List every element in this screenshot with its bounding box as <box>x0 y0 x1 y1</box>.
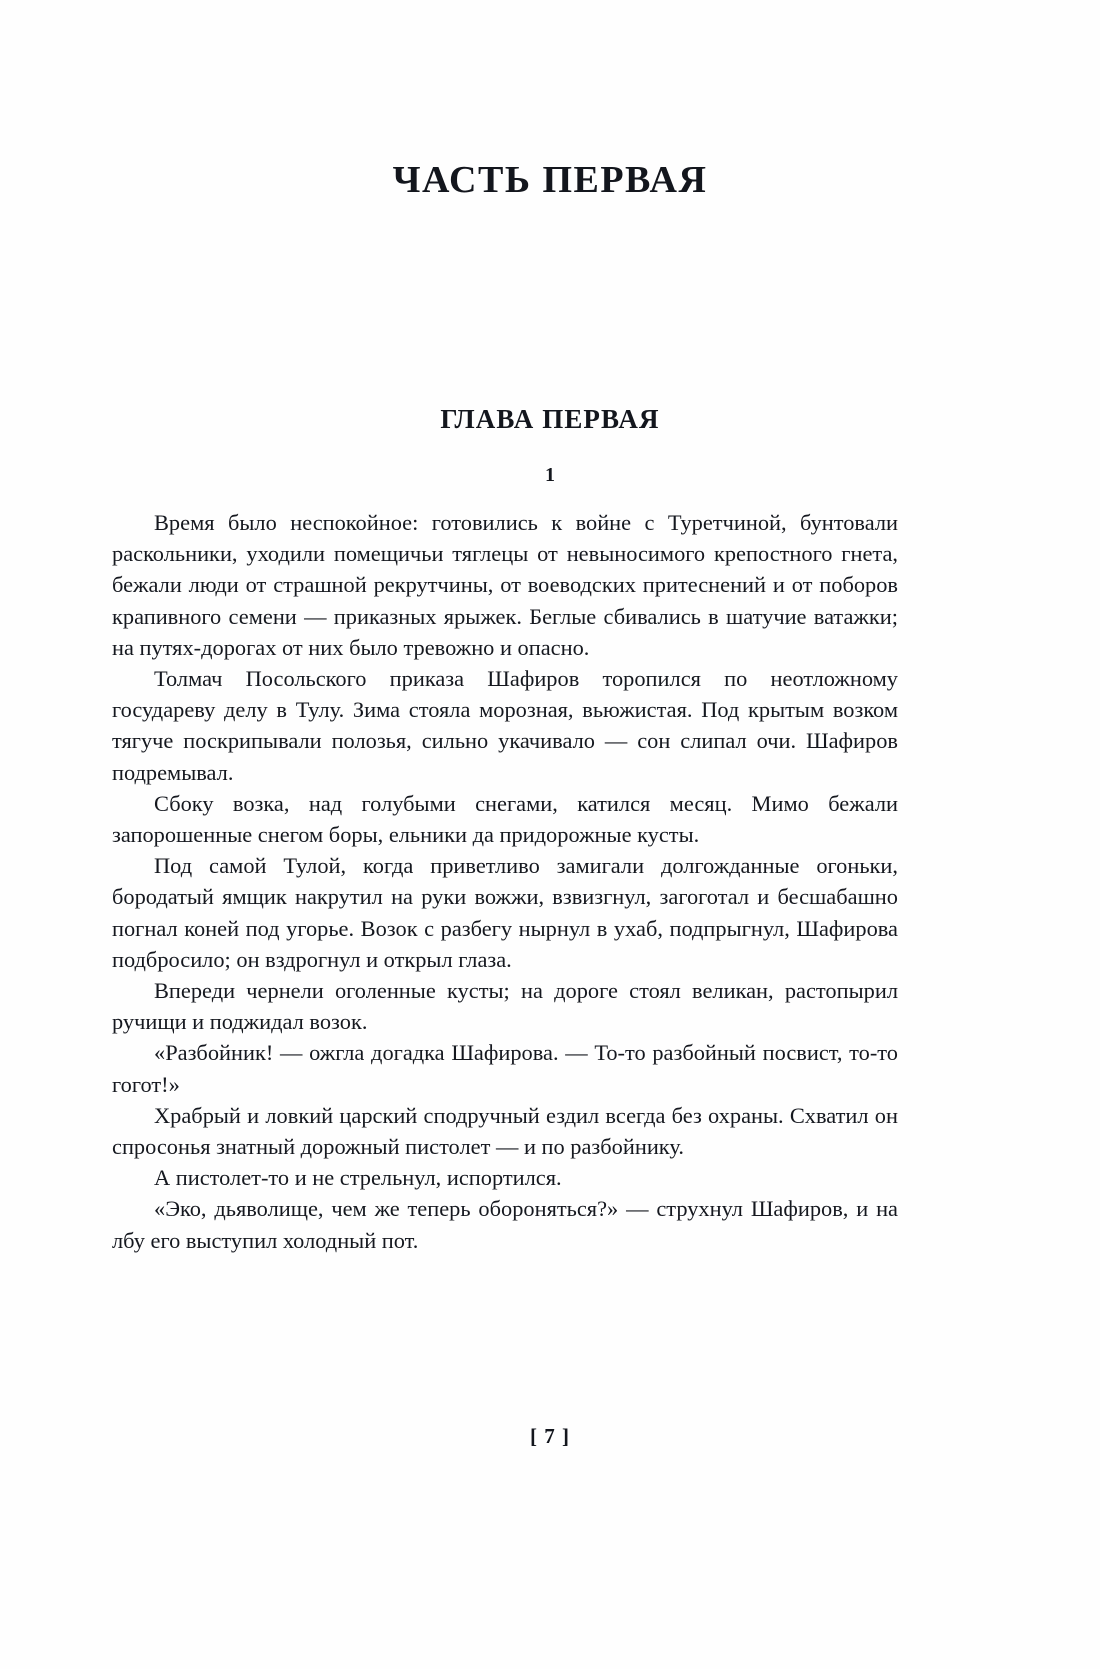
paragraph: А пистолет-то и не стрельнул, испортился. <box>154 1165 562 1191</box>
paragraph: Толмач Посольского приказа Шафиров торопился по неотложному государеву делу в Тулу. Зима стояла морозная, вьюжистая. Под крытым возком тягуче поскрипывали полозья, сильно укачивало — сон слипал очи. Шафиров подремывал. <box>112 666 898 785</box>
paragraph: Под самой Тулой, когда приветливо замигали долгожданные огоньки, бородатый ямщик накрутил на руки вожжи, взвизгнул, загоготал и бесшабашно погнал коней под угорье. Возок с разбегу нырнул в ухаб, подпрыгнул, Шафирова подбросило; он вздрогнул и открыл глаза. <box>112 853 898 972</box>
body-text <box>112 507 898 1256</box>
page-number: [ 7 ] <box>530 1424 570 1448</box>
chapter-title: ГЛАВА ПЕРВАЯ <box>440 404 660 434</box>
paragraph: «Эко, дьяволище, чем же теперь обороняться?» — струхнул Шафиров, и на лбу его выступил холодный пот. <box>112 1196 898 1253</box>
part-title: ЧАСТЬ ПЕРВАЯ <box>392 159 708 201</box>
paragraph: Храбрый и ловкий царский сподручный ездил всегда без охраны. Схватил он спросонья знатный дорожный пистолет — и по разбойнику. <box>112 1102 898 1160</box>
paragraph: Время было неспокойное: готовились к войне с Туретчиной, бунтовали раскольники, уходили помещичьи тяглецы от невыносимого крепостного гнета, бежали люди от страшной рекрутчины, от воеводских притеснений и от поборов крапивного семени — приказных ярыжек. Беглые сбивались в шатучие ватажки; на путях-дорогах от них было тревожно и опасно. <box>112 510 898 660</box>
section-number: 1 <box>545 464 555 486</box>
paragraph: Впереди чернели оголенные кусты; на дороге стоял великан, растопырил ручищи и поджидал возок. <box>112 978 898 1035</box>
paragraph: «Разбойник! — ожгла догадка Шафирова. — То-то разбойный посвист, то-то гогот!» <box>112 1040 898 1097</box>
paragraph: Сбоку возка, над голубыми снегами, катился месяц. Мимо бежали запорошенные снегом боры, ельники да придорожные кусты. <box>112 790 898 848</box>
